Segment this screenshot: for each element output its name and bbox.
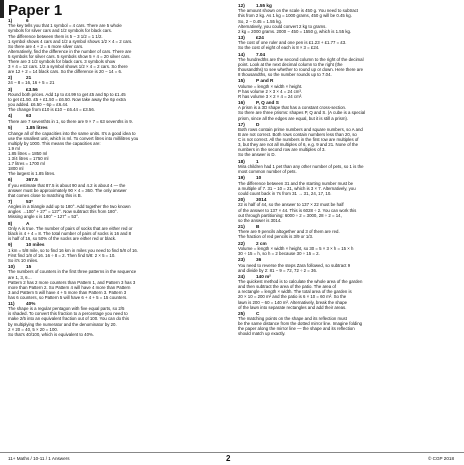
explanation-line: A prism is a 3D shape that has a constant cross-section. (238, 105, 347, 111)
answer-item (238, 274, 454, 310)
explanation-line: are 1, 3, 6… (8, 274, 32, 280)
explanation-line: 2 kg = 2000 grams. 2000 − 450 = 1550 g, which is 1.55 kg. (238, 28, 352, 34)
question-number: 3) (8, 86, 13, 92)
explanation-line: Missing angle x is 180° − 127° = 53°. (8, 214, 80, 220)
explanation-line: The hundredths are the second column to the right of the decimal (238, 56, 364, 62)
answer-item (8, 18, 224, 74)
question-number: 1) (8, 18, 13, 23)
explanation-line: Alternatively, find the difference in the number of cars. There are (8, 48, 132, 54)
explanation-line: So the cost of eight of each is 8 × 3 = £24. (238, 45, 320, 51)
explanation-line: Both rows contain prime numbers and square numbers, so A and (238, 127, 363, 133)
answer-item (238, 100, 454, 121)
answer-item (8, 199, 224, 220)
answer-value: D (256, 121, 260, 127)
answer-value: C (256, 310, 260, 316)
explanation-line: Only A is true. The number of pairs of socks that are either red or (8, 226, 133, 232)
explanation-line: The largest is 1.85 litres. (8, 170, 56, 176)
explanation-line: There are 7 seventhts in 1, so there are 9 × 7 = 63 sevenths in 9. (8, 118, 133, 124)
answer-item (8, 87, 224, 113)
explanation-line: multiply by 1000. This means the capacities are: (8, 140, 101, 146)
explanation-line: P has volume 2 × 3 × 4 = 24 cm³. (238, 88, 303, 94)
explanation-line: and divide by 2: 81 − 9 = 72, 72 ÷ 2 = 36. (238, 267, 318, 273)
explanation-line: 3 × 4 = 12 cars. 1/2 a symbol shows 1/2 × 4 = 2 cars. So there (8, 63, 128, 69)
question-number: 16) (238, 100, 245, 106)
question-number: 6) (8, 177, 13, 183)
answer-item (8, 221, 224, 242)
answer-value: 53° (26, 198, 34, 204)
question-number: 7) (8, 198, 13, 204)
question-number: 13) (238, 34, 245, 40)
answer-value: 40% (26, 300, 36, 306)
answer-value: 2 cm (256, 240, 267, 246)
explanation-line: and then subtract the area of the patio. The area of (238, 284, 336, 290)
explanation-line: has 6 counters, so Pattern 5 will have 6 + 4 + 5 = 15 counters. (8, 294, 128, 300)
question-number: 14) (238, 51, 245, 57)
explanation-line: B are not correct. Both rows contain numbers less than 20, so (238, 132, 357, 138)
answer-item (8, 177, 224, 198)
answer-item (8, 113, 224, 123)
explanation-line: make 2/5 into an equivalent fraction out of 100. You can do this (8, 316, 129, 322)
question-number: 11) (8, 300, 15, 306)
explanation-line: 24 − 8 = 16, 16 + 5 = 21 (8, 80, 55, 86)
explanation-line: If you estimate that 87.5 is about 90 and 4.2 is about 4 — the (8, 182, 126, 188)
footer-book-title: 11+ Maths / 10-11 / 1 Answers (8, 456, 70, 461)
question-number: 19) (238, 175, 245, 181)
answer-item (8, 301, 224, 337)
question-number: 8) (8, 220, 13, 226)
question-number: 5) (8, 125, 13, 131)
answer-item (238, 224, 454, 240)
explanation-line: symbols for silver cars and 1/2 symbols for black cars. (8, 28, 113, 34)
answer-value: 10 miles (26, 242, 45, 248)
explanation-line: 1.7 litres = 1700 ml (8, 160, 45, 166)
answer-value: 36 (256, 257, 262, 263)
question-number: 22) (238, 240, 245, 246)
answer-item (238, 175, 454, 196)
explanation-line: thousandths) to see whether to round up or down. Here there are (238, 67, 364, 73)
answer-value: 15 (26, 264, 32, 270)
explanation-line: is shaded. To convert this fraction to a percentage you need to (8, 311, 128, 317)
explanation-line: point. Look at the next decimal column to the right (the (238, 61, 343, 67)
explanation-line: 3, but they are not all multiples of 6, e.g. 9 and 21. None of the (238, 142, 359, 148)
answer-value: 21 (26, 75, 32, 81)
question-number: 12) (238, 3, 245, 8)
explanation-line: Pattern 2 has 2 more counters than Pattern 1, and Pattern 3 has 3 (8, 279, 136, 285)
footer-page-number: 2 (226, 454, 231, 463)
explanation-line: So there are 4 + 2 = 6 more silver cars. (8, 43, 84, 49)
explanation-line: The numbers of counters in the first three patterns in the sequence (8, 269, 137, 275)
answer-item (238, 257, 454, 273)
footer-copyright: © CGP 2018 (427, 456, 454, 461)
explanation-line: Change all of the capacities into the same units. It's a good idea to (8, 130, 136, 136)
answer-item (8, 264, 224, 300)
answer-value: £3.56 (26, 86, 38, 92)
answer-value: 1.55 kg (256, 3, 272, 8)
explanation-line: So it's 10 miles. (8, 257, 39, 263)
explanation-line: could count back in 7s from 31 → 31, 24, 17, 10. (238, 190, 332, 196)
question-number: 17) (238, 121, 245, 127)
explanation-line: So the answer is D. (238, 152, 276, 158)
answer-value: 10 (256, 175, 262, 181)
page-footer (0, 452, 464, 465)
answer-item (8, 242, 224, 263)
answer-value: 3014 (256, 197, 267, 203)
explanation-line: a rectangle = length × width. The total area of the garden is (238, 289, 352, 295)
explanation-line: should match up exactly. (238, 331, 286, 337)
answer-value: 7.04 (256, 51, 266, 57)
explanation-line: 22 is half of 44, so the answer to 137 × 22 must be half (238, 202, 344, 208)
explanation-line: be the same distance from the dotted mirror line. Imagine folding (238, 321, 363, 327)
answer-item (238, 159, 454, 175)
explanation-line: so the answer is 3014. (238, 217, 282, 223)
answer-item (8, 125, 224, 176)
explanation-line: The change from £10 is £10 − £6.44 = £3.56. (8, 107, 95, 113)
explanation-line: So that's 40/100, which is equivalent to 40%. (8, 331, 95, 337)
answer-item (238, 241, 454, 257)
explanation-line: by multiplying the numerator and the denominator by 20. (8, 321, 117, 327)
explanation-line: You need to reverse the steps Zara followed, so subtract 9 (238, 262, 351, 268)
explanation-line: out through partitioning: 6000 ÷ 2 = 3000, 28 ÷ 2 = 14, (238, 212, 342, 218)
answer-value: P, Q and S (256, 100, 279, 106)
explanation-line: The matching points on the shape and its reflection must (238, 316, 347, 322)
question-number: 18) (238, 158, 245, 164)
explanation-line: are 12 + 2 = 14 black cars. So the difference is 20 − 14 = 6. (8, 68, 123, 74)
explanation-line: 1.9 ml (8, 145, 20, 151)
explanation-line: that comes close to matching this is B. (8, 192, 82, 198)
answer-value: 140 m² (256, 273, 271, 279)
explanation-line: numbers in the second row are multiples of 3. (238, 147, 326, 153)
explanation-line: a multiple of 7. 31 − 10 = 21, which is 3 × 7. Alternatively, you (238, 185, 356, 191)
explanation-line: angles →100° + 27° = 127°. Now subtract this from 180°. (8, 209, 118, 215)
explanation-line: use the smallest unit, which is ml. To convert litres into millilitres you (8, 135, 139, 141)
explanation-line: 1800 ml (8, 165, 24, 171)
explanation-line: The key tells you that 1 symbol = 4 cars. There are 5 whole (8, 23, 122, 29)
explanation-line: of the lawn into separate rectangles and add their areas. (238, 304, 347, 310)
answer-value: P and R (256, 78, 274, 84)
explanation-line: Alternatively, you could convert 2 kg to grams. (238, 23, 327, 29)
explanation-line: most common number of pets. (238, 169, 297, 175)
right-answer-column (238, 3, 454, 338)
answer-item (238, 35, 454, 51)
explanation-line: 1.85 litres = 1850 ml (8, 150, 48, 156)
explanation-line: The fraction of red pencils is 3/9 or 1/3. (238, 234, 314, 240)
explanation-line: 5 symbols for silver cars. 5 symbols show 5 × 4 = 20 silver cars. (8, 53, 131, 59)
explanation-line: There are 9 pencils altogether and 3 of them are red. (238, 229, 340, 235)
question-number: 10) (8, 264, 15, 270)
explanation-line: 1 3/4 litres = 1750 ml (8, 155, 49, 161)
explanation-line: So, 2 − 0.45 = 1.55 kg. (238, 18, 282, 24)
answer-item (238, 3, 454, 34)
question-number: 2) (8, 75, 13, 81)
explanation-line: The difference between them is 5 − 3 1/2 = 1 1/2. (8, 33, 103, 39)
answer-value: 367.5 (26, 177, 38, 183)
explanation-line: 20 × 10 = 200 m² and the patio is 6 × 10 = 60 m². So the (238, 294, 347, 300)
explanation-line: prism, since all the edges are equal, but it is still a prism). (238, 115, 349, 121)
explanation-line: this from 2 kg. As 1 kg = 1000 grams, 450 g will be 0.45 kg. (238, 13, 352, 19)
question-number: 4) (8, 113, 13, 119)
answer-value: £24 (256, 34, 264, 40)
answer-item (238, 311, 454, 337)
question-number: 24) (238, 273, 245, 279)
explanation-line: lawn is 200 − 60 = 140 m². Alternatively, break the shape (238, 299, 348, 305)
question-number: 9) (8, 242, 13, 248)
explanation-line: There are 3 1/2 symbols for black cars. 3 symbols show (8, 58, 116, 64)
explanation-line: you added. £6.50 − 6p = £6.44. (8, 102, 69, 108)
question-number: 15) (238, 78, 245, 84)
explanation-line: the paper along the mirror line — the shape and its reflection (238, 326, 355, 332)
explanation-line: of the answer to 137 × 44. This is 6028 ÷ 2. You can work this (238, 207, 357, 213)
answer-value: A (26, 220, 30, 226)
question-number: 20) (238, 197, 245, 203)
answer-item (8, 75, 224, 85)
explanation-line: R has volume 3 × 2 × 4 = 24 cm³. (238, 93, 303, 99)
answer-value: 6 (26, 18, 29, 23)
answer-value: 1.85 litres (26, 125, 48, 131)
page-corner-tab (0, 0, 4, 18)
explanation-line: Round both prices. Add 1p to £4.99 to get £5 and 5p to £1.45 (8, 92, 126, 98)
explanation-line: 1 km = 5/8 mile, so to find 16 km in miles you need to find 5/8 of 16. (8, 247, 139, 253)
explanation-line: The shape is a regular pentagon with five equal parts, so 2/5 (8, 306, 125, 312)
question-number: 23) (238, 257, 245, 263)
page-title: Paper 1 (8, 2, 63, 19)
question-number: 25) (238, 310, 245, 316)
explanation-line: Volume = length × width × height. (238, 83, 303, 89)
explanation-line: to get £1.50. £5 + £1.50 = £6.50. Now take away the 6p extra (8, 97, 126, 103)
left-answer-column (8, 18, 224, 338)
explanation-line: 3 and Pattern 5 will have 4 + 5 more than Pattern 3. Pattern 3 (8, 289, 127, 295)
answer-item (238, 52, 454, 78)
explanation-line: Angles in a triangle add up to 180°. Add together the two known (8, 204, 131, 210)
answer-value: 63 (26, 113, 32, 119)
answer-item (238, 197, 454, 223)
explanation-line: Volume = length × width × height, so 30 = 5 × 3 × h = 15 × h (238, 245, 354, 251)
explanation-line: 8 thousandths, so the number rounds up to 7.04. (238, 72, 332, 78)
explanation-line: Mira children had 1 pet than any other number of pets, so 1 is the (238, 164, 364, 170)
explanation-line: First find 1/8 of 16. 16 ÷ 8 = 2. Then find 5/8: 2 × 5 = 10. (8, 252, 116, 258)
answer-item (238, 78, 454, 99)
explanation-line: answer must be approximately 90 × 4 = 360. The only answer (8, 187, 127, 193)
explanation-line: more than Pattern 2. So Pattern 4 will have 4 more than Pattern (8, 284, 131, 290)
explanation-line: 1 symbol shows 4 cars and 1/2 a symbol shows 1/2 × 4 = 2 cars. (8, 38, 133, 44)
answer-value: 1 (256, 158, 259, 164)
question-number: 21) (238, 223, 245, 229)
explanation-line: The quickest method is to calculate the whole area of the garden (238, 279, 363, 285)
explanation-line: C is not correct. All the numbers in the first row are multiples of (238, 137, 359, 143)
explanation-line: black is 4 + 4 = 8. The total number of pairs of socks is 16 and 8 (8, 231, 132, 237)
explanation-line: 30 ÷ 15 = h, so h = 2 because 30 ÷ 15 = 2. (238, 250, 320, 256)
explanation-line: is half of 16, so 50% of the socks are either red or black. (8, 236, 117, 242)
answer-item (238, 122, 454, 158)
explanation-line: The amount shown on the scale is 450 g. You need to subtract (238, 8, 359, 14)
explanation-line: The cost of one ruler and one pen is £1.23 + £1.77 = £3. (238, 40, 347, 46)
answer-value: B (256, 223, 260, 229)
explanation-line: 2 × 20 = 40, 5 × 20 = 100. (8, 326, 58, 332)
explanation-line: So there are three prisms: shapes P, Q and S. (A cube is a special (238, 110, 366, 116)
explanation-line: The difference between 31 and the starting number must be (238, 180, 354, 186)
